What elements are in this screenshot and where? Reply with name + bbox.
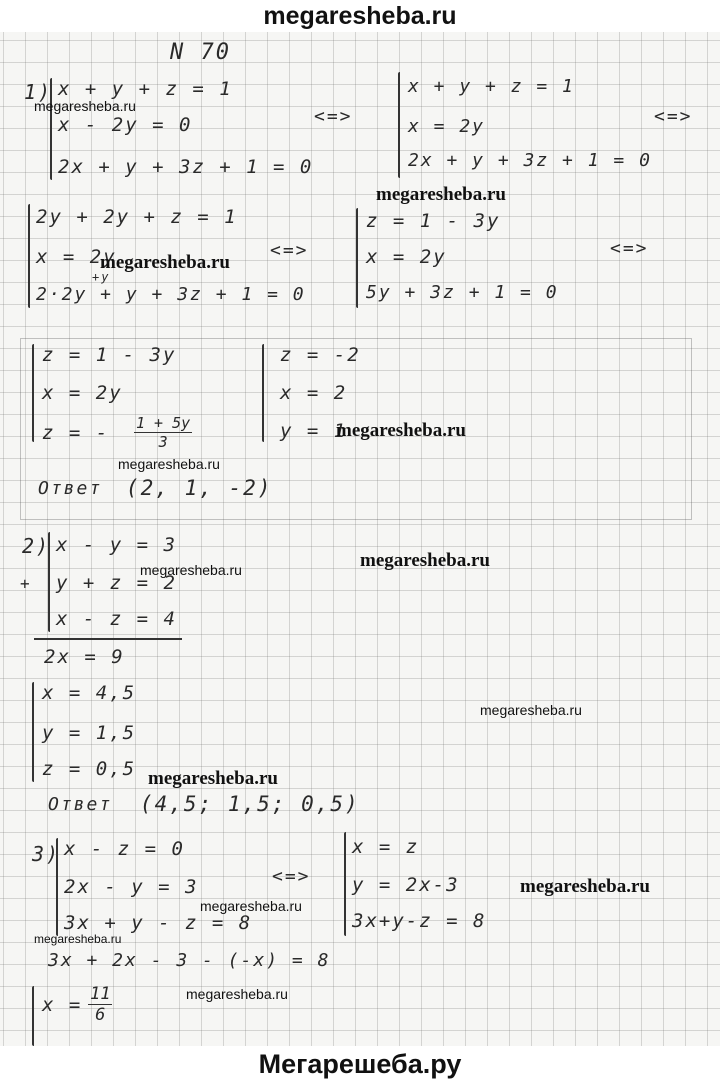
- part1-answer-label: Ответ: [38, 478, 103, 499]
- part3-sys1-eq2: 2x - y = 3: [64, 876, 199, 898]
- part1-sys6-brace: [262, 344, 264, 442]
- watermark-small-7: megaresheba.ru: [186, 986, 288, 1002]
- part1-sys3-eq3: 2·2y + y + 3z + 1 = 0: [36, 284, 306, 305]
- part3-sys3-brace: [32, 986, 34, 1046]
- part1-sys5-eq3: z = -: [42, 422, 110, 444]
- watermark-small-1: megaresheba.ru: [34, 98, 136, 114]
- part1-sys4-brace: [356, 208, 358, 308]
- part1-sys5-eq1: z = 1 - 3y: [42, 344, 177, 366]
- header-watermark-bar: [0, 0, 720, 32]
- part1-equiv-4: <=>: [610, 238, 649, 259]
- part2-sys2-eq3: z = 0,5: [42, 758, 137, 780]
- part1-sys3-eq2: x = 2y: [36, 246, 117, 268]
- watermark-big-1: megaresheba.ru: [376, 184, 506, 205]
- part1-sys3-brace: [28, 204, 30, 308]
- watermark-small-4: megaresheba.ru: [480, 702, 582, 718]
- part1-label: 1): [24, 80, 53, 104]
- part1-sys2-eq1: x + y + z = 1: [408, 76, 575, 97]
- part3-sys1-brace: [56, 838, 58, 936]
- part1-sys5-eq2: x = 2y: [42, 382, 123, 404]
- part3-substitution-line: 3x + 2x - 3 - (-x) = 8: [48, 950, 331, 971]
- part2-sys1-eq2: y + z = 2: [56, 572, 177, 594]
- part1-sys6-eq2: x = 2: [280, 382, 348, 404]
- part1-sys4-eq1: z = 1 - 3y: [366, 210, 501, 232]
- part1-equiv-2: <=>: [654, 106, 693, 127]
- watermark-big-3: megaresheba.ru: [336, 420, 466, 441]
- notebook-page: [0, 32, 720, 1046]
- header-site-name: megaresheba.ru: [263, 1, 457, 30]
- part3-equiv: <=>: [272, 866, 311, 887]
- part3-x-label: x =: [42, 994, 83, 1016]
- part1-sys1-eq1: x + y + z = 1: [58, 78, 233, 100]
- watermark-big-4: megaresheba.ru: [360, 550, 490, 571]
- part1-sys1-eq2: x - 2y = 0: [58, 114, 193, 136]
- part1-sys1-eq3: 2x + y + 3z + 1 = 0: [58, 156, 314, 178]
- fraction-denominator: 6: [95, 1005, 106, 1025]
- part3-sys1-eq1: x - z = 0: [64, 838, 185, 860]
- part3-sys2-eq2: y = 2x-3: [352, 874, 460, 896]
- part1-sys3-superscript: +y: [92, 270, 111, 284]
- part3-sys2-eq1: x = z: [352, 836, 420, 858]
- part1-sys6-eq1: z = -2: [280, 344, 361, 366]
- part2-plus-sign: +: [20, 574, 32, 593]
- part2-sys2-eq2: y = 1,5: [42, 722, 137, 744]
- footer-watermark-bar: [0, 1046, 720, 1082]
- fraction-numerator: 11: [90, 984, 111, 1004]
- part1-answer: (2, 1, -2): [126, 476, 273, 500]
- watermark-small-5: megaresheba.ru: [200, 898, 302, 914]
- part1-sys5-fraction: [134, 414, 192, 451]
- part2-sum-line: [34, 638, 182, 640]
- part1-sys5-brace: [32, 344, 34, 442]
- watermark-big-5: megaresheba.ru: [148, 768, 278, 789]
- part1-sys1-brace: [50, 78, 52, 180]
- part2-sys1-brace: [48, 532, 50, 632]
- part2-sys2-eq1: x = 4,5: [42, 682, 137, 704]
- watermark-small-3: megaresheba.ru: [140, 562, 242, 578]
- part2-sys1-eq1: x - y = 3: [56, 534, 177, 556]
- watermark-big-2: megaresheba.ru: [100, 252, 230, 273]
- part2-sys2-brace: [32, 682, 34, 782]
- part1-sys6-eq3: y = 1: [280, 420, 348, 442]
- part2-sys1-eq3: x - z = 4: [56, 608, 177, 630]
- part2-answer: (4,5; 1,5; 0,5): [140, 792, 360, 816]
- footer-site-name: Мегарешеба.ру: [258, 1048, 462, 1079]
- part3-sys1-eq3: 3x + y - z = 8: [64, 912, 253, 934]
- part2-label: 2): [22, 534, 51, 558]
- problem-number: N 70: [170, 40, 231, 65]
- part1-sys2-eq3: 2x + y + 3z + 1 = 0: [408, 150, 652, 171]
- fraction-denominator: 3: [158, 433, 168, 451]
- part2-sum: 2x = 9: [44, 646, 125, 668]
- part3-label: 3): [32, 842, 61, 866]
- part1-sys4-eq3: 5y + 3z + 1 = 0: [366, 282, 559, 303]
- part1-sys4-eq2: x = 2y: [366, 246, 447, 268]
- part2-answer-label: Ответ: [48, 794, 113, 815]
- part1-sys2-brace: [398, 72, 400, 178]
- fraction-numerator: 1 + 5y: [136, 414, 191, 432]
- watermark-small-2: megaresheba.ru: [118, 456, 220, 472]
- part1-sys2-eq2: x = 2y: [408, 116, 486, 137]
- watermark-small-6: megaresheba.ru: [34, 932, 122, 946]
- part3-sys2-eq3: 3x+y-z = 8: [352, 910, 487, 932]
- part1-equiv-1: <=>: [314, 106, 353, 127]
- part1-sys3-eq1: 2y + 2y + z = 1: [36, 206, 238, 228]
- part3-sys2-brace: [344, 832, 346, 936]
- part1-equiv-3: <=>: [270, 240, 309, 261]
- watermark-big-6: megaresheba.ru: [520, 876, 650, 897]
- part3-x-fraction: [88, 984, 112, 1025]
